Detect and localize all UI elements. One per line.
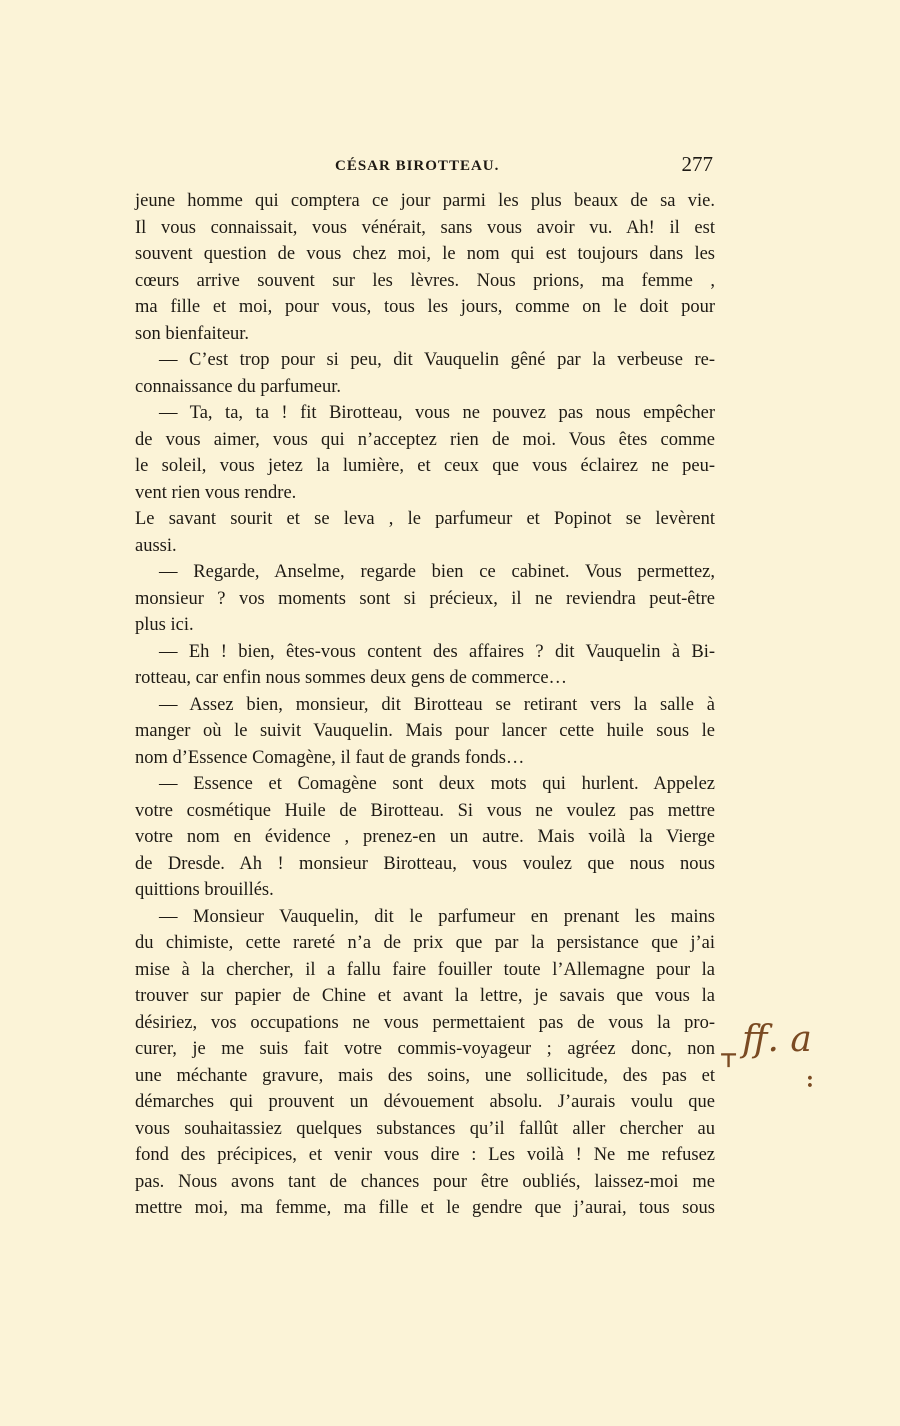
text-line: trouver sur papier de Chine et avant la lettre, je savais que vous la bbox=[135, 986, 715, 1006]
text-line: démarches qui prouvent un dévouement absolu. J’aurais voulu que bbox=[135, 1092, 715, 1112]
text-line: de vous aimer, vous qui n’acceptez rien de moi. Vous êtes comme bbox=[135, 429, 715, 450]
text-line: mise à la chercher, il a fallu faire fouiller toute l’Allemagne pour la bbox=[135, 959, 715, 980]
text-line: — Assez bien, monsieur, dit Birotteau se retirant vers la salle à bbox=[159, 694, 715, 715]
running-title: CÉSAR BIROTTEAU. bbox=[335, 158, 500, 174]
text-line: cœurs arrive souvent sur les lèvres. Nous prions, ma femme , bbox=[135, 270, 715, 291]
text-line: — Eh ! bien, êtes-vous content des affaires ? dit Vauquelin à Bi- bbox=[159, 641, 715, 662]
text-line: mettre moi, ma femme, ma fille et le gendre que j’aurai, tous sous bbox=[135, 1198, 715, 1218]
text-line: Le savant sourit et se leva , le parfumeur et Popinot se levèrent bbox=[135, 509, 715, 529]
page-header bbox=[135, 152, 715, 182]
text-line: fond des précipices, et venir vous dire : Les voilà ! Ne me refusez bbox=[135, 1145, 715, 1165]
text-line: désiriez, vos occupations ne vous permettaient pas de vous la pro- bbox=[135, 1012, 715, 1033]
text-line: jeune homme qui comptera ce jour parmi les plus beaux de sa vie. bbox=[135, 191, 715, 211]
text-line: — C’est trop pour si peu, dit Vauquelin gêné par la verbeuse re- bbox=[159, 350, 715, 370]
text-line: manger où le suivit Vauquelin. Mais pour lancer cette huile sous le bbox=[135, 721, 715, 741]
page-body-text bbox=[135, 188, 715, 1222]
text-line: curer, je me suis fait votre commis-voyageur ; agréez donc, non bbox=[135, 1039, 715, 1059]
text-line: — Ta, ta, ta ! fit Birotteau, vous ne pouvez pas nous empêcher bbox=[159, 403, 715, 423]
text-line: — Regarde, Anselme, regarde bien ce cabinet. Vous permettez, bbox=[159, 562, 715, 582]
text-line: rotteau, car enfin nous sommes deux gens de commerce… bbox=[135, 668, 568, 688]
handwritten-margin-colon: : bbox=[806, 1067, 814, 1093]
text-line: quittions brouillés. bbox=[135, 880, 274, 900]
text-line: — Essence et Comagène sont deux mots qui hurlent. Appelez bbox=[159, 774, 715, 794]
text-line: aussi. bbox=[135, 535, 177, 556]
text-line: Il vous connaissait, vous vénérait, sans vous avoir vu. Ah! il est bbox=[135, 217, 715, 238]
text-line: de Dresde. Ah ! monsieur Birotteau, vous voulez que nous nous bbox=[135, 853, 715, 874]
text-line: plus ici. bbox=[135, 615, 194, 635]
text-line: une méchante gravure, mais des soins, une sollicitude, des pas et bbox=[135, 1065, 715, 1086]
text-line: votre cosmétique Huile de Birotteau. Si vous ne voulez pas mettre bbox=[135, 800, 715, 821]
text-line: le soleil, vous jetez la lumière, et ceux que vous éclairez ne peu- bbox=[135, 456, 715, 476]
text-line: souvent question de vous chez moi, le nom qui est toujours dans les bbox=[135, 244, 715, 264]
text-line: vent rien vous rendre. bbox=[135, 482, 297, 503]
text-line: du chimiste, cette rareté n’a de prix que par la persistance que j’ai bbox=[135, 933, 715, 953]
text-line: pas. Nous avons tant de chances pour être oubliés, laissez-moi me bbox=[135, 1171, 715, 1192]
text-line: — Monsieur Vauquelin, dit le parfumeur en prenant les mains bbox=[159, 906, 715, 927]
handwritten-margin-note: ff. a bbox=[742, 1019, 812, 1060]
handwritten-insert-mark: ⊤ bbox=[719, 1050, 739, 1072]
text-line: votre nom en évidence , prenez-en un autre. Mais voilà la Vierge bbox=[135, 827, 715, 847]
text-line: nom d’Essence Comagène, il faut de grands fonds… bbox=[135, 747, 525, 768]
text-line: son bienfaiteur. bbox=[135, 323, 250, 344]
text-line: ma fille et moi, pour vous, tous les jours, comme on le doit pour bbox=[135, 297, 715, 317]
text-line: connaissance du parfumeur. bbox=[135, 376, 341, 397]
page-number: 277 bbox=[681, 152, 713, 176]
text-line: vous souhaitassiez quelques substances qu’il fallût aller chercher au bbox=[135, 1118, 715, 1139]
text-line: monsieur ? vos moments sont si précieux, il ne reviendra peut-être bbox=[135, 588, 715, 609]
